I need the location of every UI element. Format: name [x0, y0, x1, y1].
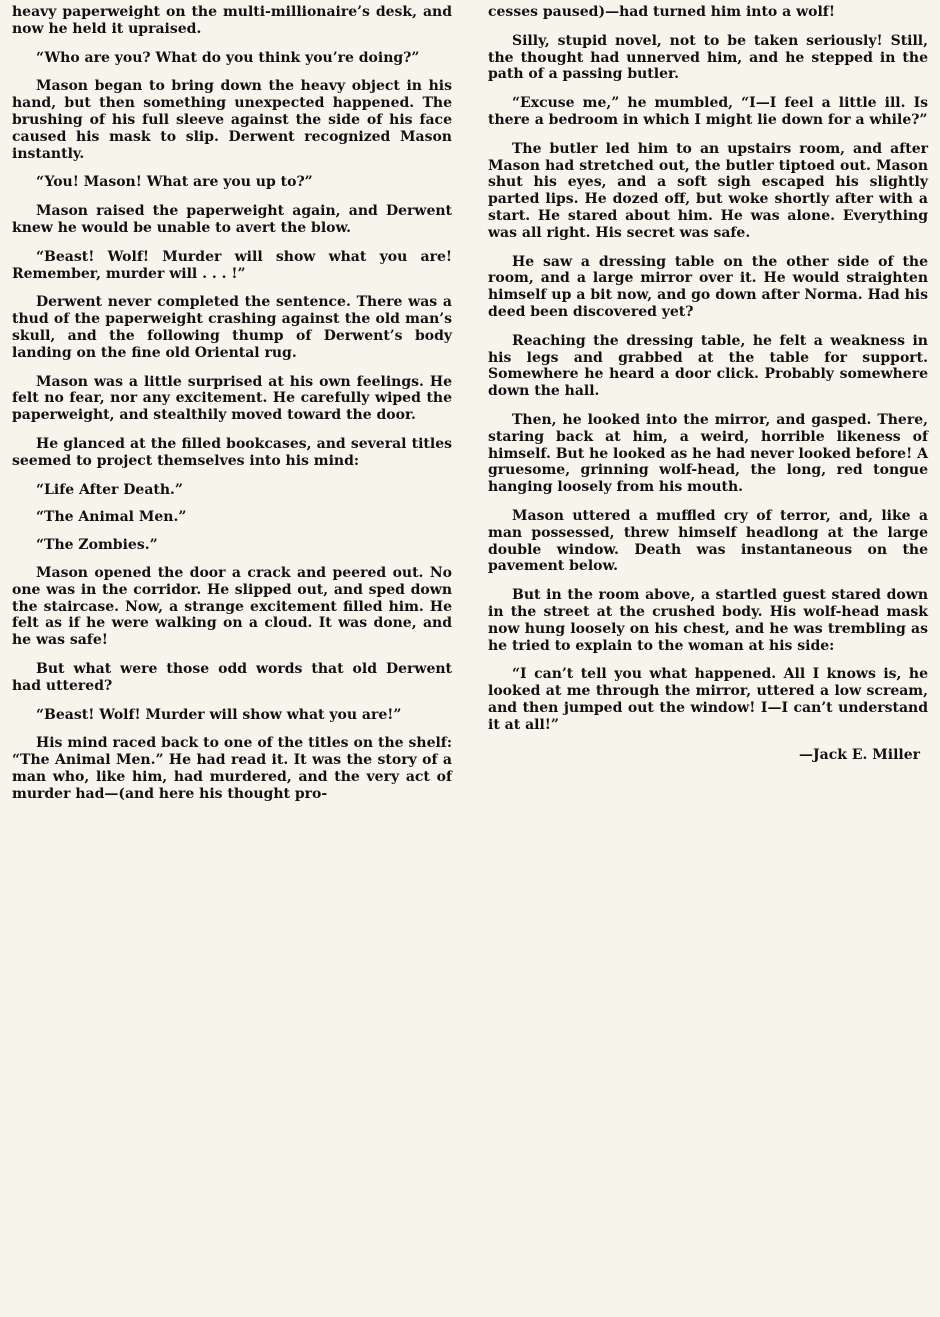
paragraph: heavy paperweight on the multi-millionaire’s desk, and now he held it upraised. — [12, 4, 452, 37]
paragraph: “Beast! Wolf! Murder will show what you are! Remember, murder will . . . !” — [12, 248, 452, 282]
paragraph: He saw a dressing table on the other side of the room, and a large mirror over it. He would straighten himself up a bit now, and go down after Norma. Had his deed been discovered yet? — [488, 253, 928, 320]
paragraph: Mason uttered a muffled cry of terror, and, like a man possessed, threw himself headlong at the large double window. Death was instantaneous on the pavement below. — [488, 507, 928, 575]
paragraph: Mason raised the paperweight again, and Derwent knew he would be unable to avert the blow. — [12, 203, 452, 236]
book-title-line: “The Animal Men.” — [36, 509, 187, 526]
paragraph: Silly, stupid novel, not to be taken seriously! Still, the thought had unnerved him, and he stepped in the path of a passing butler. — [488, 32, 928, 83]
paragraph: He glanced at the filled bookcases, and several titles seemed to project themselves into his mind: — [12, 435, 452, 469]
right-column — [488, 4, 928, 1317]
paragraph: “Excuse me,” he mumbled, “I—I feel a little ill. Is there a bedroom in which I might lie down for a while?” — [488, 95, 928, 128]
paragraph: Then, he looked into the mirror, and gasped. There, staring back at him, a weird, horrible likeness of himself. But he looked as he had never looked before! A gruesome, grinning wolf-head, the long, red tongue hanging loosely from his mouth. — [488, 411, 928, 496]
paragraph: Mason began to bring down the heavy object in his hand, but then something unexpected happened. The brushing of his full sleeve against the side of his face caused his mask to slip. Derwent recognized Mason instantly. — [12, 78, 452, 162]
paragraph: But in the room above, a startled guest stared down in the street at the crushed body. His wolf-head mask now hung loosely on his chest, and he was trembling as he tried to explain to the woman at his side: — [488, 587, 928, 654]
paragraph: “You! Mason! What are you up to?” — [36, 174, 313, 191]
paragraph: Mason was a little surprised at his own feelings. He felt no fear, nor any excitement. He carefully wiped the paperweight, and stealthily moved toward the door. — [12, 373, 452, 424]
book-title-line: “The Zombies.” — [36, 537, 158, 554]
paragraph: Derwent never completed the sentence. There was a thud of the paperweight crashing against the old man’s skull, and the following thump of Derwent’s body landing on the fine old Oriental rug. — [12, 294, 452, 361]
paragraph: His mind raced back to one of the titles on the shelf: “The Animal Men.” He had read it. It was the story of a man who, like him, had murdered, and the very act of murder had—(and here his thought pro- — [12, 735, 452, 802]
paragraph: “Beast! Wolf! Murder will show what you are!” — [36, 706, 402, 723]
author-byline: —Jack E. Miller — [799, 747, 920, 764]
paragraph: Reaching the dressing table, he felt a weakness in his legs and grabbed at the table for support. Somewhere he heard a door click. Probably somewhere down the hall. — [488, 332, 928, 400]
book-title-line: “Life After Death.” — [36, 481, 183, 498]
left-column — [12, 4, 452, 1317]
paragraph: The butler led him to an upstairs room, and after Mason had stretched out, the butler tiptoed out. Mason shut his eyes, and a soft sigh escaped his slightly parted lips. He dozed off, but woke shortly after with a start. He stared about him. He was alone. Everything was all right. His secret was safe. — [488, 140, 928, 241]
paragraph: Mason opened the door a crack and peered out. No one was in the corridor. He slipped out, and sped down the staircase. Now, a strange excitement filled him. He felt as if he were walking on a cloud. It was done, and he was safe! — [12, 564, 452, 649]
paragraph: “I can’t tell you what happened. All I knows is, he looked at me through the mirror, uttered a low scream, and then jumped out the window! I—I can’t understand it at all!” — [488, 666, 928, 733]
paragraph: But what were those odd words that old Derwent had uttered? — [12, 660, 452, 694]
paragraph: “Who are you? What do you think you’re doing?” — [36, 49, 420, 66]
paragraph: cesses paused)—had turned him into a wolf! — [488, 4, 835, 20]
